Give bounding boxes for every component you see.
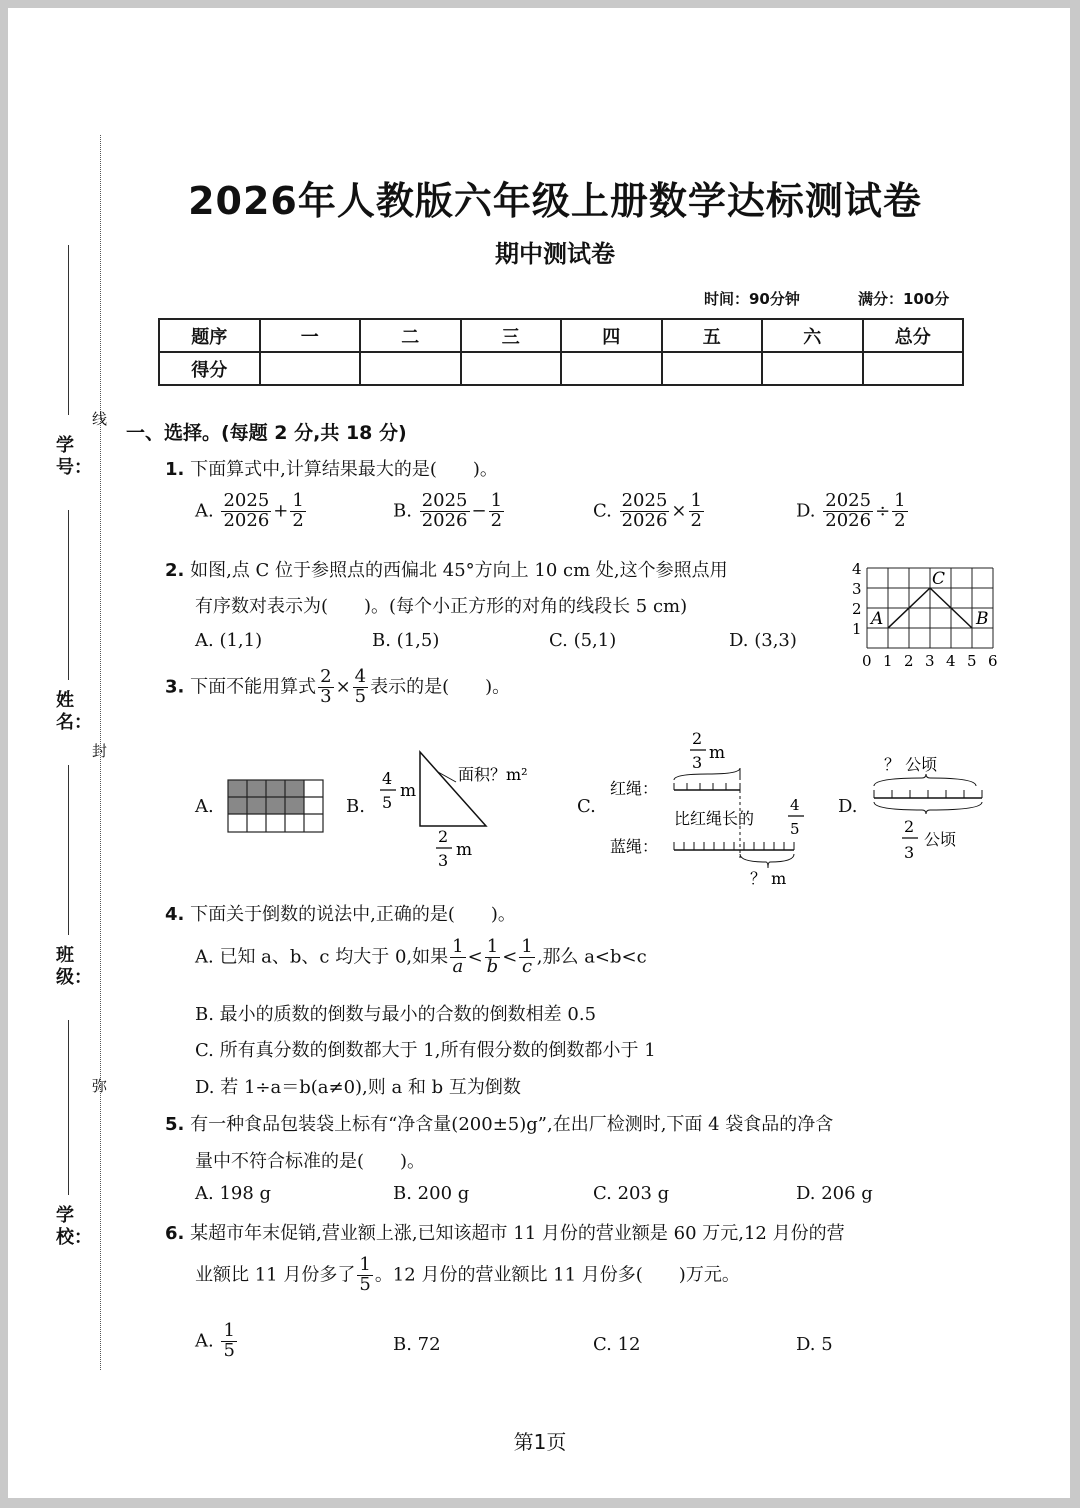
q3-a-grid-figure xyxy=(226,778,328,836)
question-text: 表示的是( )。 xyxy=(370,676,511,698)
q6-option-c[interactable]: C. 12 xyxy=(593,1334,641,1355)
score-input-cell[interactable] xyxy=(561,352,662,385)
fraction: $\frac{1}{c}$ xyxy=(521,936,533,977)
page-subtitle: 期中测试卷 xyxy=(495,240,615,268)
question-text: 下面关于倒数的说法中,正确的是( )。 xyxy=(190,904,516,925)
q5-option-c[interactable]: C. 203 g xyxy=(593,1183,670,1204)
question-6 xyxy=(165,1219,845,1245)
score-cell: 总分 xyxy=(863,319,964,352)
question-2 xyxy=(165,556,728,582)
question-3 xyxy=(165,668,510,707)
question-text: 有一种食品包装袋上标有“净含量(200±5)g”,在出厂检测时,下面 4 袋食品的净含 xyxy=(190,1114,834,1135)
q5-option-d[interactable]: D. 206 g xyxy=(796,1183,873,1204)
unit-label: m xyxy=(400,781,417,801)
point-c-label: C xyxy=(932,569,946,589)
q2-grid-diagram xyxy=(846,558,1012,672)
fraction: $\frac{1}{2}$ xyxy=(292,490,304,531)
score-cell: 三 xyxy=(461,319,562,352)
operator: + xyxy=(273,500,289,522)
score-table-score-row xyxy=(159,352,963,385)
student-number-label: 学号： xyxy=(56,435,92,478)
section-one-heading: 一、选择。(每题 2 分,共 18 分) xyxy=(126,422,407,444)
question-5 xyxy=(165,1110,833,1136)
grid-y-label: 2 xyxy=(852,600,862,618)
fraction: $\frac{1}{5}$ xyxy=(223,1320,235,1361)
fraction: $\frac{2025}{2026}$ xyxy=(223,490,270,531)
option-letter: C. xyxy=(593,500,612,522)
option-letter: D. xyxy=(796,500,816,522)
score-cell: 四 xyxy=(561,319,662,352)
operator: × xyxy=(671,500,687,522)
question-text: 下面算式中,计算结果最大的是( )。 xyxy=(190,459,498,480)
fraction: $\frac{1}{a}$ xyxy=(452,936,464,977)
q5-option-a[interactable]: A. 198 g xyxy=(195,1183,272,1204)
score-input-cell[interactable] xyxy=(762,352,863,385)
question-text: 业额比 11 月份多了 xyxy=(195,1264,356,1286)
score-input-cell[interactable] xyxy=(461,352,562,385)
grid-x-label: 4 xyxy=(946,652,956,670)
fraction: $\frac{1}{2}$ xyxy=(894,490,906,531)
grid-y-label: 3 xyxy=(852,580,862,598)
fraction-den: 3 xyxy=(438,851,449,870)
class-label: 班级： xyxy=(56,945,92,988)
q3-b-triangle-figure xyxy=(376,746,566,876)
question-6-line2 xyxy=(195,1256,740,1295)
score-table-header-row xyxy=(159,319,963,352)
area-label: 面积？m² xyxy=(458,765,528,784)
grid-x-label: 0 xyxy=(862,652,872,670)
q3-option-c[interactable]: C. xyxy=(577,796,596,817)
school-label: 学校： xyxy=(56,1205,92,1248)
unit-label: m xyxy=(456,840,473,860)
q3-option-d[interactable]: D. xyxy=(838,796,858,817)
question-number: 5. xyxy=(165,1114,185,1135)
grid-x-label: 3 xyxy=(925,652,935,670)
question-text: 某超市年末促销,营业额上涨,已知该超市 11 月份的营业额是 60 万元,12 月份的营 xyxy=(190,1223,845,1244)
score-cell: 五 xyxy=(662,319,763,352)
grid-x-label: 5 xyxy=(967,652,977,670)
class-field[interactable] xyxy=(68,765,69,935)
school-field[interactable] xyxy=(68,1020,69,1195)
blue-rope-label: 蓝绳： xyxy=(610,837,659,856)
q3-c-rope-figure xyxy=(610,728,810,890)
option-text: A. 已知 a、b、c 均大于 0,如果 xyxy=(195,946,449,968)
point-a-label: A xyxy=(871,609,884,629)
fraction: $\frac{2025}{2026}$ xyxy=(621,490,668,531)
q4-option-b[interactable]: B. 最小的质数的倒数与最小的合数的倒数相差 0.5 xyxy=(195,1004,597,1025)
score-cell: 题序 xyxy=(159,319,260,352)
binding-mark-mi: 弥 xyxy=(92,1077,108,1095)
question-2-line2: 有序数对表示为( )。(每个小正方形的对角的线段长 5 cm) xyxy=(195,596,688,617)
q4-option-d[interactable]: D. 若 1÷a＝b(a≠0),则 a 和 b 互为倒数 xyxy=(195,1077,521,1098)
score-input-cell[interactable] xyxy=(863,352,964,385)
hectare-label: 公顷 xyxy=(924,830,957,849)
page-number: 第1页 xyxy=(513,1430,567,1454)
point-b-label: B xyxy=(976,609,989,629)
question-number: 4. xyxy=(165,904,185,925)
q2-option-d[interactable]: D. (3,3) xyxy=(729,630,797,651)
fraction-den: 3 xyxy=(692,753,703,772)
grid-y-label: 1 xyxy=(852,620,862,638)
fraction: $\frac{2025}{2026}$ xyxy=(825,490,872,531)
fraction-den: 5 xyxy=(790,820,800,838)
unknown-length-label: ？ m xyxy=(750,869,787,888)
operator: ÷ xyxy=(875,500,891,522)
grid-x-label: 1 xyxy=(883,652,893,670)
q2-option-a[interactable]: A. (1,1) xyxy=(195,630,263,651)
question-number: 6. xyxy=(165,1223,185,1244)
question-text: 下面不能用算式 xyxy=(190,676,317,698)
grid-x-label: 6 xyxy=(988,652,998,670)
fraction: $\frac{2025}{2026}$ xyxy=(421,490,468,531)
option-text: ,那么 a<b<c xyxy=(536,946,647,968)
full-score-label: 满分：100分 xyxy=(858,290,950,308)
score-row-label: 得分 xyxy=(159,352,260,385)
time-label: 时间：90分钟 xyxy=(704,290,800,308)
fraction: $\frac{2}{3}$ xyxy=(320,666,332,707)
red-rope-label: 红绳： xyxy=(610,779,659,798)
fraction: $\frac{1}{2}$ xyxy=(690,490,702,531)
binding-mark-xian: 线 xyxy=(92,410,108,428)
unknown-area-label: ？ 公顷 xyxy=(884,755,938,774)
q6-option-d[interactable]: D. 5 xyxy=(796,1334,833,1355)
q2-option-b[interactable]: B. (1,5) xyxy=(372,630,440,651)
q1-option-b[interactable] xyxy=(393,492,506,531)
compare-label: 比红绳长的 xyxy=(674,809,755,828)
page-title: 2026年人教版六年级上册数学达标测试卷 xyxy=(188,179,922,223)
option-letter: B. xyxy=(393,500,412,522)
fraction: $\frac{1}{2}$ xyxy=(490,490,503,531)
score-input-cell[interactable] xyxy=(360,352,461,385)
option-letter: A. xyxy=(195,1330,214,1352)
fraction-num: 4 xyxy=(790,796,800,814)
q4-option-c[interactable]: C. 所有真分数的倒数都大于 1,所有假分数的倒数都小于 1 xyxy=(195,1040,656,1061)
option-letter: A. xyxy=(195,500,214,522)
q1-option-a[interactable] xyxy=(195,492,308,531)
grid-y-label: 4 xyxy=(852,560,862,578)
fraction: $\frac{4}{5}$ xyxy=(354,666,367,707)
fraction-num: 4 xyxy=(382,769,393,788)
operator: − xyxy=(471,500,487,522)
binding-mark-feng: 封 xyxy=(92,742,108,760)
score-table xyxy=(158,318,964,386)
score-input-cell[interactable] xyxy=(260,352,361,385)
q3-option-a[interactable]: A. xyxy=(195,796,214,817)
name-label: 姓名： xyxy=(56,690,92,733)
score-cell: 二 xyxy=(360,319,461,352)
question-number: 2. xyxy=(165,560,185,581)
fraction: $\frac{1}{b}$ xyxy=(486,936,499,977)
question-text: 如图,点 C 位于参照点的西偏北 45°方向上 10 cm 处,这个参照点用 xyxy=(190,560,728,581)
q1-option-d[interactable] xyxy=(796,492,910,531)
q6-option-b[interactable]: B. 72 xyxy=(393,1334,441,1355)
question-text: 。12 月份的营业额比 11 月份多( )万元。 xyxy=(374,1264,740,1286)
name-field[interactable] xyxy=(68,510,69,680)
question-number: 1. xyxy=(165,459,185,480)
student-number-field[interactable] xyxy=(68,245,69,415)
grid-x-label: 2 xyxy=(904,652,914,670)
fraction-num: 2 xyxy=(692,729,703,748)
question-5-line2: 量中不符合标准的是( )。 xyxy=(195,1151,426,1172)
question-number: 3. xyxy=(165,676,185,698)
fraction: $\frac{1}{5}$ xyxy=(359,1254,371,1295)
q5-option-b[interactable]: B. 200 g xyxy=(393,1183,470,1204)
score-cell: 六 xyxy=(762,319,863,352)
question-1 xyxy=(165,455,498,481)
score-input-cell[interactable] xyxy=(662,352,763,385)
q3-d-area-figure xyxy=(866,748,996,872)
q2-option-c[interactable]: C. (5,1) xyxy=(549,630,617,651)
q4-option-a[interactable]: A. 已知 a、b、c 均大于 0,如果 $\frac{1}{a}$ < $\frac{1}{b}$ < $\frac{1}{c}$ ,那么 a<b<c xyxy=(195,936,647,977)
fraction-num: 2 xyxy=(904,817,915,836)
unit-label: m xyxy=(709,743,726,763)
q3-option-b[interactable]: B. xyxy=(346,796,365,817)
operator: × xyxy=(335,676,351,698)
q1-option-c[interactable] xyxy=(593,492,706,531)
fraction-num: 2 xyxy=(438,827,449,846)
fraction-den: 5 xyxy=(382,793,393,812)
score-cell: 一 xyxy=(260,319,361,352)
question-4 xyxy=(165,900,516,926)
fraction-den: 3 xyxy=(904,843,915,862)
q6-option-a[interactable] xyxy=(195,1322,239,1361)
